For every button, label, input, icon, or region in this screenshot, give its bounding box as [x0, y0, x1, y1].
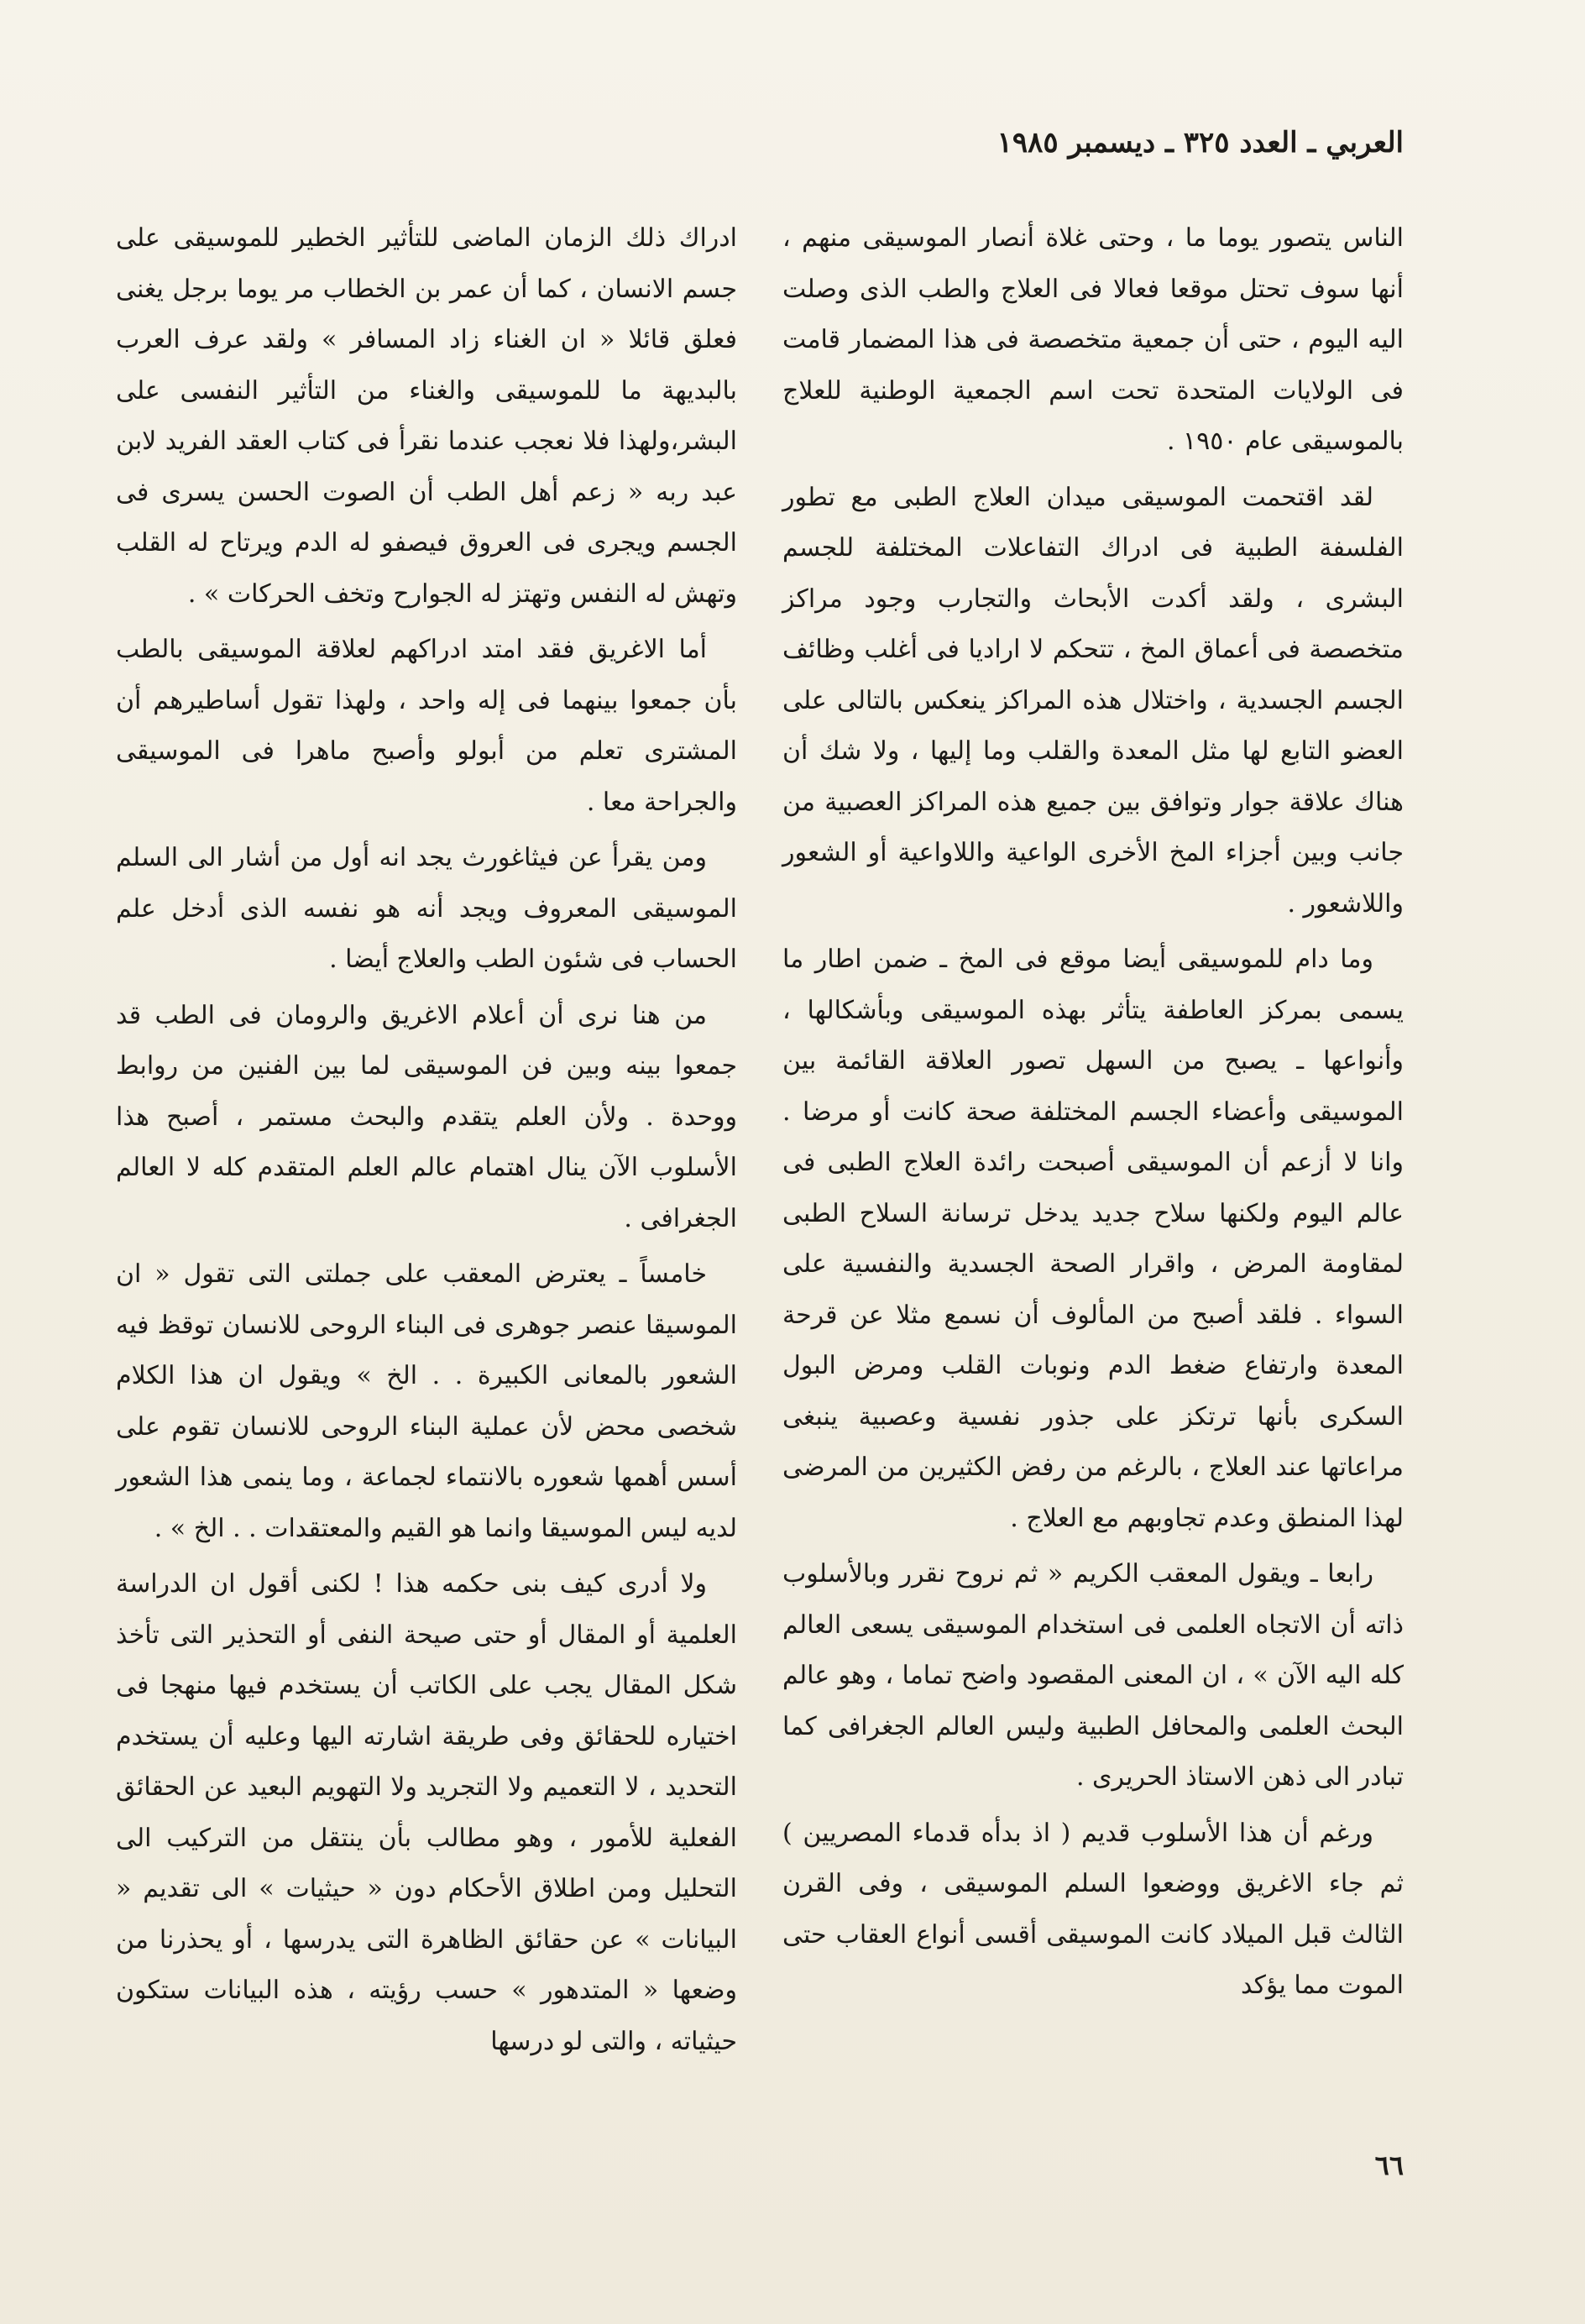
paragraph: ومن يقرأ عن فيثاغورث يجد انه أول من أشار الى السلم الموسيقى المعروف ويجد أنه هو نفسه الذى أدخل علم الحساب فى شئون الطب والعلاج أيضا . — [116, 843, 737, 974]
paragraph: لقد اقتحمت الموسيقى ميدان العلاج الطبى مع تطور الفلسفة الطبية فى ادراك التفاعلات المختلفة للجسم البشرى ، ولقد أكدت الأبحاث والتجارب وجود مراكز متخصصة فى أعماق المخ ، تتحكم لا اراديا فى أغلب وظائف الجسم الجسدية ، واختلال هذه المراكز ينعكس بالتالى على العضو التابع لها مثل المعدة والقلب وما إليها ، ولا شك أن هناك علاقة جوار وتوافق بين جميع هذه المراكز العصبية من جانب وبين أجزاء المخ الأخرى الواعية واللاواعية أو الشعور واللاشعور . — [782, 482, 1404, 919]
paragraph: خامساً ـ يعترض المعقب على جملتى التى تقول « ان الموسيقا عنصر جوهرى فى البناء الروحى للانسان توقظ فيه الشعور بالمعانى الكبيرة . . الخ » ويقول ان هذا الكلام شخصى محض لأن عملية البناء الروحى للانسان تقوم على أسس أهمها شعوره بالانتماء لجماعة ، وما ينمى هذا الشعور لديه ليس الموسيقا وانما هو القيم والمعتقدات . . الخ » . — [116, 1259, 737, 1543]
paragraph: وما دام للموسيقى أيضا موقع فى المخ ـ ضمن اطار ما يسمى بمركز العاطفة يتأثر بهذه الموسيقى وبأشكالها ، وأنواعها ـ يصبح من السهل تصور العلاقة القائمة بين الموسيقى وأعضاء الجسم المختلفة صحة كانت أو مرضا . وانا لا أزعم أن الموسيقى أصبحت رائدة العلاج الطبى فى عالم اليوم ولكنها سلاح جديد يدخل ترسانة السلاح الطبى لمقاومة المرض ، واقرار الصحة الجسدية والنفسية على السواء . فلقد أصبح من المألوف أن نسمع مثلا عن قرحة المعدة وارتفاع ضغط الدم ونوبات القلب ومرض البول السكرى بأنها ترتكز على جذور نفسية وعصبية ينبغى مراعاتها عند العلاج ، بالرغم من رفض الكثيرين من المرضى لهذا المنطق وعدم تجاوبهم مع العلاج . — [782, 945, 1404, 1533]
paragraph: ولا أدرى كيف بنى حكمه هذا ! لكنى أقول ان الدراسة العلمية أو المقال أو حتى صيحة النفى أو التحذير التى تأخذ شكل المقال يجب على الكاتب أن يستخدم فيها منهجا فى اختياره للحقائق وفى طريقة اشارته اليها وعليه أن يستخدم التحديد ، لا التعميم ولا التجريد ولا التهويم البعيد عن الحقائق الفعلية للأمور ، وهو مطالب بأن ينتقل من التركيب الى التحليل ومن اطلاق الأحكام دون « حيثيات » الى تقديم « البيانات » عن حقائق الظاهرة التى يدرسها ، أو يحذرنا من وضعها « المتدهور » حسب رؤيته ، هذه البيانات ستكون حيثياته ، والتى لو درسها — [116, 1569, 737, 2056]
page-number: ٦٦ — [1374, 2149, 1404, 2181]
paragraph: الناس يتصور يوما ما ، وحتى غلاة أنصار الموسيقى منهم ، أنها سوف تحتل موقعا فعالا فى العلاج والطب الذى وصلت اليه اليوم ، حتى أن جمعية متخصصة فى هذا المضمار قامت فى الولايات المتحدة تحت اسم الجمعية الوطنية للعلاج بالموسيقى عام ١٩٥٠ . — [782, 223, 1404, 456]
paragraph: ورغم أن هذا الأسلوب قديم ( اذ بدأه قدماء المصريين ) ثم جاء الاغريق ووضعوا السلم الموسيقى ، وفى القرن الثالث قبل الميلاد كانت الموسيقى أقسى أنواع العقاب حتى الموت مما يؤكد — [782, 1818, 1404, 2000]
paragraph: ادراك ذلك الزمان الماضى للتأثير الخطير للموسيقى على جسم الانسان ، كما أن عمر بن الخطاب مر يوما برجل يغنى فعلق قائلا « ان الغناء زاد المسافر » ولقد عرف العرب بالبديهة ما للموسيقى والغناء من التأثير النفسى على البشر،ولهذا فلا نعجب عندما نقرأ فى كتاب العقد الفريد لابن عبد ربه « زعم أهل الطب أن الصوت الحسن يسرى فى الجسم ويجرى فى العروق فيصفو له الدم ويرتاح له القلب وتهش له النفس وتهتز له الجوارح وتخف الحركات » . — [116, 223, 737, 609]
left-text-column — [116, 213, 737, 2072]
running-header: العربي ـ العدد ٣٢٥ ـ ديسمبر ١٩٨٥ — [997, 126, 1404, 160]
right-text-column — [782, 213, 1404, 2017]
paragraph: أما الاغريق فقد امتد ادراكهم لعلاقة الموسيقى بالطب بأن جمعوا بينهما فى إله واحد ، ولهذا تقول أساطيرهم أن المشترى تعلم من أبولو وأصبح ماهرا فى الموسيقى والجراحة معا . — [116, 635, 737, 817]
paragraph: رابعا ـ ويقول المعقب الكريم « ثم نروح نقرر وبالأسلوب ذاته أن الاتجاه العلمى فى استخدام الموسيقى يسعى العالم كله اليه الآن » ، ان المعنى المقصود واضح تماما ، وهو عالم البحث العلمى والمحافل الطبية وليس العالم الجغرافى كما تبادر الى ذهن الاستاذ الحريرى . — [782, 1559, 1404, 1792]
paragraph: من هنا نرى أن أعلام الاغريق والرومان فى الطب قد جمعوا بينه وبين فن الموسيقى لما بين الفنين من روابط ووحدة . ولأن العلم يتقدم والبحث مستمر ، أصبح هذا الأسلوب الآن ينال اهتمام عالم العلم المتقدم كله لا العالم الجغرافى . — [116, 1000, 738, 1233]
